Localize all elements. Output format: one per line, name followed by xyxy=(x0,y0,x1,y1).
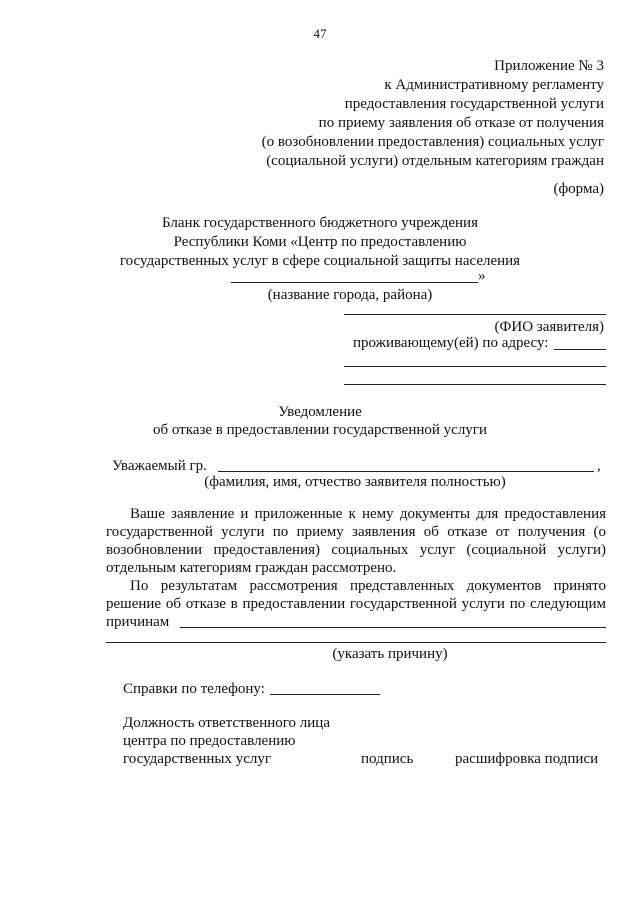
address-blank-line-3 xyxy=(344,384,606,385)
appendix-line-2: к Административному регламенту xyxy=(384,77,604,93)
address-blank-line-2 xyxy=(344,366,606,367)
phone-label: Справки по телефону: xyxy=(123,681,265,697)
paragraph-2-line-2: решение об отказе в предоставлении государственной услуги по следующим xyxy=(106,596,606,612)
paragraph-1-line-4: отдельным категориям граждан рассмотрено. xyxy=(106,560,397,576)
appendix-line-6: (социальной услуги) отдельным категориям граждан xyxy=(266,153,604,169)
page-number: 47 xyxy=(313,26,327,41)
institution-line-2: Республики Коми «Центр по предоставлению xyxy=(173,234,467,250)
fio-blank-line xyxy=(344,314,606,315)
paragraph-2-line-3: причинам xyxy=(106,614,170,630)
reason-blank-line-2 xyxy=(106,642,606,643)
appendix-line-3: предоставления государственной услуги xyxy=(344,96,604,112)
position-line-2: центра по предоставлению xyxy=(123,733,296,749)
fio-caption: (ФИО заявителя) xyxy=(494,319,604,335)
notice-title: Уведомление xyxy=(278,404,362,420)
reason-caption: (указать причину) xyxy=(332,646,448,662)
position-line-1: Должность ответственного лица xyxy=(123,715,330,731)
notice-subtitle: об отказе в предоставлении государственной услуги xyxy=(152,422,487,438)
paragraph-1-line-3: возобновлении предоставления) социальных услуг (социальной услуги) xyxy=(106,542,606,558)
form-label: (форма) xyxy=(553,181,604,197)
appendix-line-5: (о возобновлении предоставления) социальных услуг xyxy=(261,134,604,150)
closing-quote: » xyxy=(478,268,486,284)
position-line-3: государственных услуг xyxy=(123,751,272,767)
appendix-line-4: по приему заявления об отказе от получения xyxy=(318,115,604,131)
appendix-line-1: Приложение № 3 xyxy=(494,58,604,74)
greeting-comma: , xyxy=(597,458,601,474)
applicant-name-caption: (фамилия, имя, отчество заявителя полностью) xyxy=(204,474,506,490)
paragraph-1-line-1: Ваше заявление и приложенные к нему документы для предоставления xyxy=(130,506,606,522)
institution-line-1: Бланк государственного бюджетного учреждения xyxy=(162,215,478,231)
signature-decode-label: расшифровка подписи xyxy=(455,751,599,767)
paragraph-1-line-2: государственной услуги по приему заявления об отказе от получения (о xyxy=(106,524,606,540)
reason-blank-line-1 xyxy=(180,627,606,628)
institution-line-3: государственных услуг в сфере социальной защиты населения xyxy=(119,253,521,269)
phone-blank-line xyxy=(270,694,380,695)
applicant-name-blank-line xyxy=(218,471,594,472)
signature-label: подпись xyxy=(361,751,414,767)
greeting-label: Уважаемый гр. xyxy=(112,458,207,474)
city-caption: (название города, района) xyxy=(267,287,433,303)
address-label: проживающему(ей) по адресу: xyxy=(353,335,549,351)
address-blank-line-1 xyxy=(554,349,606,350)
paragraph-2-line-1: По результатам рассмотрения представленных документов принято xyxy=(130,578,606,594)
city-blank-line xyxy=(231,282,478,283)
